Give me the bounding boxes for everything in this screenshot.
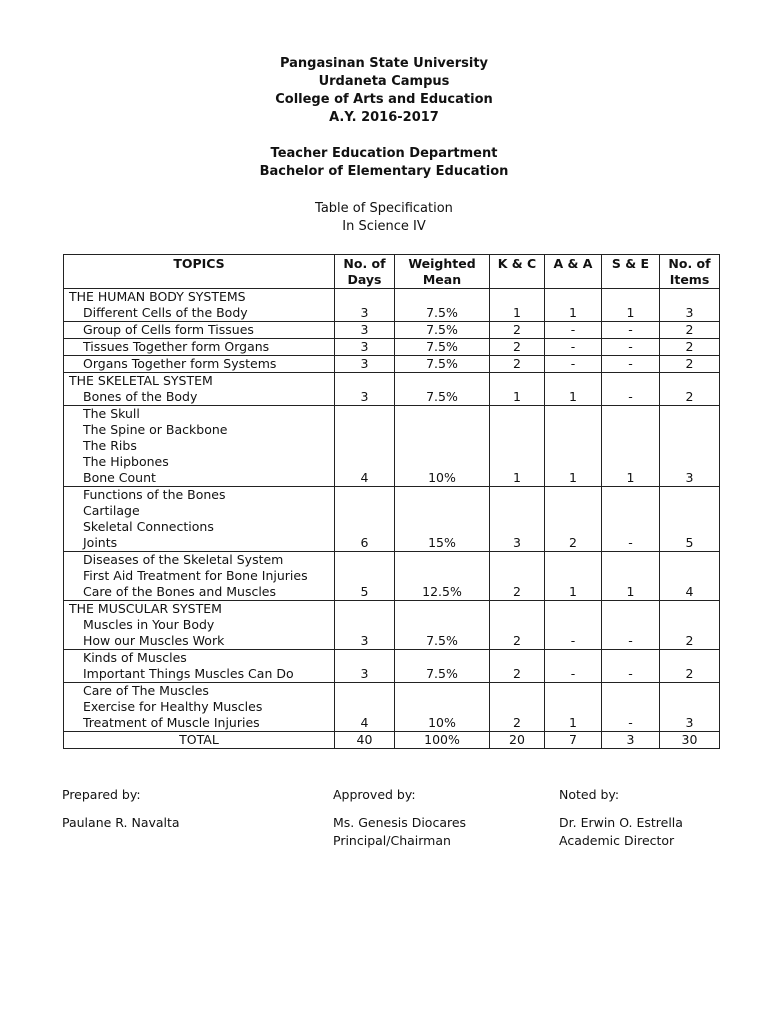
items-cell: 3 — [660, 406, 720, 487]
total-kc: 20 — [490, 732, 545, 749]
topic-line: Functions of the Bones — [83, 487, 226, 502]
table-row — [64, 339, 720, 356]
table-row — [64, 487, 720, 552]
topic-line: Group of Cells form Tissues — [83, 322, 254, 337]
noted-by-label: Noted by: — [559, 787, 620, 802]
topic-line: How our Muscles Work — [83, 633, 225, 648]
topic-cell — [64, 356, 335, 373]
topic-line: Important Things Muscles Can Do — [83, 666, 294, 681]
aa-cell: 1 — [545, 406, 602, 487]
college-name: College of Arts and Education — [275, 92, 493, 107]
topic-cell — [64, 683, 335, 732]
noter-block — [559, 814, 683, 850]
table-row — [64, 289, 720, 322]
weighted-mean-cell: 7.5% — [395, 650, 490, 683]
topic-cell — [64, 487, 335, 552]
se-cell: - — [602, 339, 660, 356]
department-name: Teacher Education Department — [270, 146, 498, 161]
topic-cell — [64, 322, 335, 339]
weighted-mean-cell: 10% — [395, 406, 490, 487]
aa-cell: - — [545, 650, 602, 683]
department-header — [0, 145, 768, 181]
aa-cell: - — [545, 356, 602, 373]
kc-cell: 1 — [490, 373, 545, 406]
topic-line: Care of The Muscles — [83, 683, 209, 698]
table-row — [64, 650, 720, 683]
items-cell: 3 — [660, 289, 720, 322]
topic-line: The Skull — [83, 406, 140, 421]
weighted-mean-cell: 7.5% — [395, 322, 490, 339]
col-header-items: No. of Items — [660, 255, 720, 289]
table-body — [64, 289, 720, 732]
approver-title: Principal/Chairman — [333, 833, 451, 848]
weighted-mean-cell: 15% — [395, 487, 490, 552]
topic-line: Tissues Together form Organs — [83, 339, 270, 354]
col-header-aa: A & A — [545, 255, 602, 289]
col-header-se: S & E — [602, 255, 660, 289]
total-se: 3 — [602, 732, 660, 749]
days-cell: 3 — [335, 289, 395, 322]
weighted-mean-cell: 7.5% — [395, 373, 490, 406]
approver-block — [333, 814, 466, 850]
total-items: 30 — [660, 732, 720, 749]
topic-line: The Hipbones — [83, 454, 169, 469]
topic-line: Exercise for Healthy Muscles — [83, 699, 263, 714]
section-heading: THE SKELETAL SYSTEM — [69, 373, 213, 388]
aa-cell: 1 — [545, 683, 602, 732]
program-name: Bachelor of Elementary Education — [259, 164, 509, 179]
topic-cell — [64, 406, 335, 487]
noter-name: Dr. Erwin O. Estrella — [559, 815, 683, 830]
table-row — [64, 373, 720, 406]
days-cell: 4 — [335, 406, 395, 487]
topic-line: Bones of the Body — [83, 389, 198, 404]
table-header-row — [64, 255, 720, 289]
noter-title: Academic Director — [559, 833, 675, 848]
aa-cell: - — [545, 322, 602, 339]
kc-cell: 2 — [490, 601, 545, 650]
aa-cell: 2 — [545, 487, 602, 552]
topic-line: Skeletal Connections — [83, 519, 214, 534]
aa-cell: - — [545, 339, 602, 356]
topic-line: First Aid Treatment for Bone Injuries — [83, 568, 308, 583]
topic-line: Different Cells of the Body — [83, 305, 248, 320]
days-cell: 5 — [335, 552, 395, 601]
topic-cell — [64, 650, 335, 683]
approver-name: Ms. Genesis Diocares — [333, 815, 467, 830]
se-cell: - — [602, 683, 660, 732]
kc-cell: 2 — [490, 650, 545, 683]
prepared-by-label: Prepared by: — [62, 787, 141, 802]
approved-by-label: Approved by: — [333, 787, 416, 802]
weighted-mean-cell: 10% — [395, 683, 490, 732]
items-cell: 2 — [660, 373, 720, 406]
kc-cell: 1 — [490, 406, 545, 487]
kc-cell: 2 — [490, 322, 545, 339]
se-cell: - — [602, 650, 660, 683]
total-weighted-mean: 100% — [395, 732, 490, 749]
weighted-mean-cell: 7.5% — [395, 356, 490, 373]
document-title-block — [0, 200, 768, 236]
total-row — [64, 732, 720, 749]
se-cell: - — [602, 601, 660, 650]
section-heading: THE MUSCULAR SYSTEM — [69, 601, 222, 616]
institution-header — [0, 55, 768, 127]
table-row — [64, 552, 720, 601]
topic-line: Muscles in Your Body — [83, 617, 215, 632]
table-row — [64, 601, 720, 650]
col-header-days: No. of Days — [335, 255, 395, 289]
days-cell: 3 — [335, 601, 395, 650]
items-cell: 3 — [660, 683, 720, 732]
days-cell: 4 — [335, 683, 395, 732]
table-row — [64, 322, 720, 339]
academic-year: A.Y. 2016-2017 — [329, 110, 439, 125]
topic-line: Joints — [83, 535, 118, 550]
table-row — [64, 683, 720, 732]
weighted-mean-cell: 7.5% — [395, 289, 490, 322]
aa-cell: 1 — [545, 552, 602, 601]
items-cell: 2 — [660, 601, 720, 650]
topic-line: Diseases of the Skeletal System — [83, 552, 284, 567]
specification-table — [63, 254, 720, 749]
se-cell: - — [602, 322, 660, 339]
days-cell: 3 — [335, 356, 395, 373]
items-cell: 2 — [660, 322, 720, 339]
topic-line: Treatment of Muscle Injuries — [83, 715, 260, 730]
items-cell: 2 — [660, 339, 720, 356]
days-cell: 6 — [335, 487, 395, 552]
campus-name: Urdaneta Campus — [318, 74, 450, 89]
total-aa: 7 — [545, 732, 602, 749]
days-cell: 3 — [335, 650, 395, 683]
aa-cell: 1 — [545, 373, 602, 406]
items-cell: 5 — [660, 487, 720, 552]
section-heading: THE HUMAN BODY SYSTEMS — [69, 289, 246, 304]
table-row — [64, 406, 720, 487]
aa-cell: - — [545, 601, 602, 650]
se-cell: - — [602, 487, 660, 552]
subject-line: In Science IV — [342, 219, 426, 234]
topic-cell — [64, 373, 335, 406]
days-cell: 3 — [335, 339, 395, 356]
items-cell: 2 — [660, 650, 720, 683]
kc-cell: 2 — [490, 552, 545, 601]
items-cell: 4 — [660, 552, 720, 601]
aa-cell: 1 — [545, 289, 602, 322]
topic-line: Cartilage — [83, 503, 140, 518]
topic-line: Kinds of Muscles — [83, 650, 187, 665]
weighted-mean-cell: 12.5% — [395, 552, 490, 601]
kc-cell: 1 — [490, 289, 545, 322]
kc-cell: 2 — [490, 356, 545, 373]
topic-line: Organs Together form Systems — [83, 356, 277, 371]
topic-line: The Spine or Backbone — [83, 422, 228, 437]
se-cell: - — [602, 356, 660, 373]
col-header-kc: K & C — [490, 255, 545, 289]
kc-cell: 2 — [490, 339, 545, 356]
se-cell: 1 — [602, 289, 660, 322]
kc-cell: 3 — [490, 487, 545, 552]
topic-cell — [64, 339, 335, 356]
topic-line: Bone Count — [83, 470, 156, 485]
topic-cell — [64, 601, 335, 650]
topic-cell — [64, 289, 335, 322]
university-name: Pangasinan State University — [279, 56, 489, 71]
weighted-mean-cell: 7.5% — [395, 601, 490, 650]
col-header-topics: TOPICS — [64, 255, 335, 289]
se-cell: 1 — [602, 406, 660, 487]
items-cell: 2 — [660, 356, 720, 373]
se-cell: 1 — [602, 552, 660, 601]
se-cell: - — [602, 373, 660, 406]
topic-line: The Ribs — [83, 438, 137, 453]
table-row — [64, 356, 720, 373]
total-label: TOTAL — [64, 732, 335, 749]
col-header-weighted-mean: Weighted Mean — [395, 255, 490, 289]
document-title: Table of Specification — [315, 201, 453, 216]
days-cell: 3 — [335, 322, 395, 339]
topic-line: Care of the Bones and Muscles — [83, 584, 277, 599]
preparer-name: Paulane R. Navalta — [62, 815, 180, 830]
topic-cell — [64, 552, 335, 601]
kc-cell: 2 — [490, 683, 545, 732]
weighted-mean-cell: 7.5% — [395, 339, 490, 356]
total-days: 40 — [335, 732, 395, 749]
preparer-block — [62, 814, 180, 832]
days-cell: 3 — [335, 373, 395, 406]
